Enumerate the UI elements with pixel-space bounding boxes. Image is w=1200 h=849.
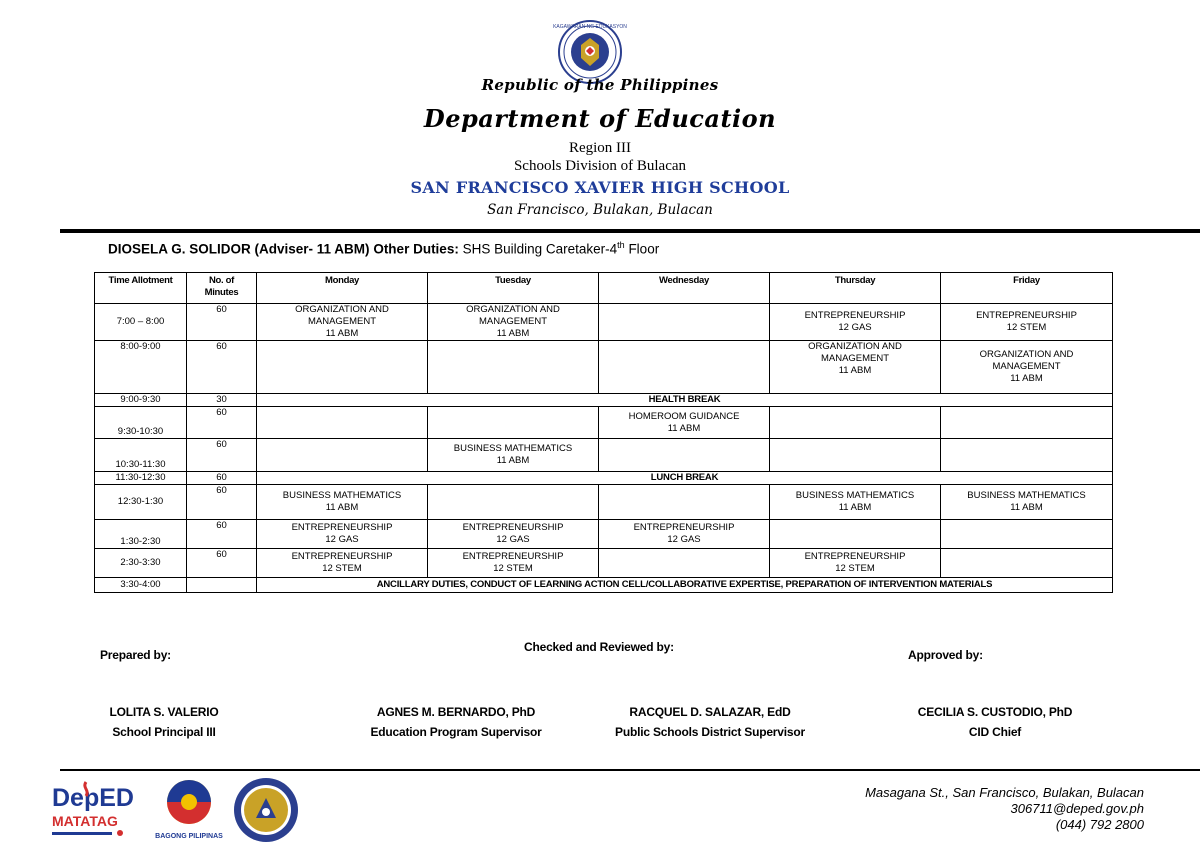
col-header-monday: Monday xyxy=(257,273,428,304)
class-cell-line: 11 ABM xyxy=(325,328,359,339)
class-cell-monday xyxy=(257,304,428,341)
deped-logo-text: DepED xyxy=(52,784,134,812)
class-cell-line: ENTREPRENEURSHIP xyxy=(976,310,1077,321)
footer-divider xyxy=(60,769,1200,771)
class-cell-tuesday xyxy=(428,407,599,439)
class-cell-thursday xyxy=(770,341,941,394)
signatory-cid-chief xyxy=(918,702,1073,742)
merged-break-cell: LUNCH BREAK xyxy=(257,472,1113,485)
class-cell-friday xyxy=(941,439,1113,472)
table-row xyxy=(95,394,1113,407)
school-phone: (044) 792 2800 xyxy=(1055,817,1144,832)
class-cell-monday xyxy=(257,549,428,578)
class-cell-line: 12 STEM xyxy=(835,563,875,574)
class-cell-monday xyxy=(257,439,428,472)
school-email: 306711@deped.gov.ph xyxy=(1010,801,1144,816)
class-cell-line: 12 STEM xyxy=(322,563,362,574)
class-cell-line: BUSINESS MATHEMATICS xyxy=(453,443,573,454)
col-header-thursday: Thursday xyxy=(770,273,941,304)
col-header-time: Time Allotment xyxy=(95,273,187,304)
class-cell-wednesday xyxy=(599,439,770,472)
col-header-friday: Friday xyxy=(941,273,1113,304)
prepared-by-label: Prepared by: xyxy=(100,648,171,662)
class-cell-friday xyxy=(941,304,1113,341)
class-cell-line: 11 ABM xyxy=(667,422,701,434)
table-row xyxy=(95,485,1113,520)
merged-break-cell: ANCILLARY DUTIES, CONDUCT OF LEARNING ACTION CELL/COLLABORATIVE EXPERTISE, PREPARATION OF INTERVENTION MATERIALS xyxy=(257,578,1113,593)
signatory-title: Education Program Supervisor xyxy=(370,725,542,739)
approved-by-label: Approved by: xyxy=(908,648,983,662)
bagong-pilipinas-logo xyxy=(148,772,230,842)
class-cell-line: ENTREPRENEURSHIP xyxy=(462,522,564,533)
deped-matatag-logo xyxy=(50,778,142,840)
class-cell-line: ENTREPRENEURSHIP xyxy=(462,551,564,562)
class-cell-line: ORGANIZATION AND xyxy=(295,304,389,315)
table-row xyxy=(95,472,1113,485)
teacher-info xyxy=(108,240,659,257)
minutes-cell: 60 xyxy=(187,341,257,394)
class-cell-wednesday xyxy=(599,520,770,549)
class-cell-line: 12 GAS xyxy=(667,534,701,545)
minutes-cell xyxy=(187,578,257,593)
other-duties-label: Other Duties: xyxy=(373,241,459,257)
class-cell-line: MANAGEMENT xyxy=(992,361,1061,372)
class-cell-thursday xyxy=(770,549,941,578)
signatory-eps xyxy=(370,702,541,742)
time-cell: 1:30-2:30 xyxy=(95,520,187,549)
signatory-title: School Principal III xyxy=(112,725,216,739)
class-cell-friday xyxy=(941,485,1113,520)
class-cell-friday xyxy=(941,407,1113,439)
class-cell-tuesday xyxy=(428,341,599,394)
class-cell-line: BUSINESS MATHEMATICS xyxy=(967,490,1086,501)
seal-text: KAGAWARAN NG EDUKASYON xyxy=(553,24,627,30)
table-row xyxy=(95,578,1113,593)
table-row xyxy=(95,439,1113,472)
class-cell-tuesday xyxy=(428,304,599,341)
class-cell-line: 11 ABM xyxy=(838,502,872,513)
time-cell: 3:30-4:00 xyxy=(95,578,187,593)
checked-reviewed-label: Checked and Reviewed by: xyxy=(524,640,674,654)
class-cell-tuesday xyxy=(428,485,599,520)
header-divider xyxy=(60,229,1200,233)
table-row xyxy=(95,520,1113,549)
class-cell-line: ENTREPRENEURSHIP xyxy=(291,522,393,533)
class-cell-line: ENTREPRENEURSHIP xyxy=(804,551,906,562)
region-line: Region III xyxy=(568,140,632,156)
time-cell: 11:30-12:30 xyxy=(95,472,187,485)
table-row xyxy=(95,304,1113,341)
class-cell-tuesday xyxy=(428,520,599,549)
class-cell-line: MANAGEMENT xyxy=(307,316,377,327)
table-body xyxy=(95,304,1113,593)
signatory-name: LOLITA S. VALERIO xyxy=(109,705,219,719)
minutes-cell: 60 xyxy=(187,520,257,549)
class-cell-thursday xyxy=(770,304,941,341)
school-address: San Francisco, Bulakan, Bulacan xyxy=(487,202,713,218)
col-header-tuesday: Tuesday xyxy=(428,273,599,304)
school-name: SAN FRANCISCO XAVIER HIGH SCHOOL xyxy=(410,178,790,197)
school-street-address: Masagana St., San Francisco, Bulakan, Bulacan xyxy=(865,785,1144,800)
division-line: Schools Division of Bulacan xyxy=(513,158,687,174)
school-seal-logo xyxy=(232,776,300,844)
class-cell-monday xyxy=(257,485,428,520)
table-row xyxy=(95,407,1113,439)
matatag-text: MATATAG xyxy=(52,813,118,829)
class-cell-wednesday xyxy=(599,549,770,578)
col-header-wednesday: Wednesday xyxy=(599,273,770,304)
class-cell-wednesday xyxy=(599,341,770,394)
class-cell-tuesday xyxy=(428,439,599,472)
class-cell-thursday xyxy=(770,407,941,439)
class-cell-line: 12 GAS xyxy=(838,322,872,333)
minutes-cell: 60 xyxy=(187,407,257,439)
table-row xyxy=(95,341,1113,394)
class-cell-line: ORGANIZATION AND xyxy=(466,304,560,315)
minutes-cell: 30 xyxy=(187,394,257,407)
table-header-row xyxy=(95,273,1113,304)
signatory-name: AGNES M. BERNARDO, PhD xyxy=(376,705,536,719)
signatory-name: CECILIA S. CUSTODIO, PhD xyxy=(917,705,1073,719)
col-header-minutes: No. of Minutes xyxy=(187,273,257,304)
class-cell-line: HOMEROOM GUIDANCE xyxy=(628,410,740,422)
class-cell-line: ENTREPRENEURSHIP xyxy=(291,551,393,562)
time-cell: 9:30-10:30 xyxy=(95,407,187,439)
minutes-cell: 60 xyxy=(187,439,257,472)
class-cell-wednesday xyxy=(599,407,770,439)
signatory-title: CID Chief xyxy=(968,725,1022,739)
bagong-pilipinas-text: BAGONG PILIPINAS xyxy=(155,833,223,840)
class-schedule-table xyxy=(94,272,1113,593)
class-cell-wednesday xyxy=(599,485,770,520)
class-cell-line: 12 GAS xyxy=(496,534,530,545)
class-cell-line: 11 ABM xyxy=(496,455,530,466)
class-cell-monday xyxy=(257,341,428,394)
other-duties-value: SHS Building Caretaker-4 xyxy=(462,241,618,257)
other-duties-end: Floor xyxy=(624,241,660,257)
time-cell: 10:30-11:30 xyxy=(95,439,187,472)
class-cell-monday xyxy=(257,407,428,439)
class-cell-line: 12 STEM xyxy=(1006,322,1047,333)
class-cell-monday xyxy=(257,520,428,549)
class-cell-line: 11 ABM xyxy=(496,328,530,339)
signatory-name: RACQUEL D. SALAZAR, EdD xyxy=(629,705,791,719)
class-cell-thursday xyxy=(770,520,941,549)
class-cell-line: BUSINESS MATHEMATICS xyxy=(795,490,915,501)
time-cell: 7:00 – 8:00 xyxy=(95,304,187,341)
minutes-cell: 60 xyxy=(187,549,257,578)
class-cell-line: 12 STEM xyxy=(493,563,533,574)
class-cell-line: 11 ABM xyxy=(325,502,359,513)
class-cell-line: 11 ABM xyxy=(1010,502,1043,513)
class-cell-line: MANAGEMENT xyxy=(478,316,548,327)
class-cell-wednesday xyxy=(599,304,770,341)
other-duties-sup: th xyxy=(617,240,625,250)
table-row xyxy=(95,549,1113,578)
minutes-cell: 60 xyxy=(187,472,257,485)
time-cell: 12:30-1:30 xyxy=(95,485,187,520)
class-cell-line: 11 ABM xyxy=(838,365,872,376)
minutes-cell: 60 xyxy=(187,485,257,520)
minutes-cell: 60 xyxy=(187,304,257,341)
class-cell-line: 11 ABM xyxy=(1010,373,1043,384)
class-cell-line: ORGANIZATION AND xyxy=(979,349,1074,360)
class-cell-thursday xyxy=(770,485,941,520)
class-cell-line: MANAGEMENT xyxy=(820,353,890,364)
time-cell: 9:00-9:30 xyxy=(95,394,187,407)
class-cell-line: ORGANIZATION AND xyxy=(808,341,902,352)
republic-line: Republic of the Philippines xyxy=(481,76,719,94)
class-cell-line: 12 GAS xyxy=(325,534,359,545)
class-cell-friday xyxy=(941,341,1113,394)
time-cell: 8:00-9:00 xyxy=(95,341,187,394)
signatory-psds xyxy=(615,702,805,742)
class-cell-line: BUSINESS MATHEMATICS xyxy=(282,490,402,501)
department-title: Department of Education xyxy=(423,104,777,133)
class-cell-line: ENTREPRENEURSHIP xyxy=(804,310,906,321)
class-cell-line: ENTREPRENEURSHIP xyxy=(633,522,735,533)
teacher-name-role: DIOSELA G. SOLIDOR (Adviser- 11 ABM) xyxy=(108,241,370,257)
signatory-principal xyxy=(109,702,218,742)
class-cell-thursday xyxy=(770,439,941,472)
class-cell-friday xyxy=(941,520,1113,549)
signatory-title: Public Schools District Supervisor xyxy=(615,725,805,739)
class-cell-tuesday xyxy=(428,549,599,578)
merged-break-cell: HEALTH BREAK xyxy=(257,394,1113,407)
class-cell-friday xyxy=(941,549,1113,578)
time-cell: 2:30-3:30 xyxy=(95,549,187,578)
